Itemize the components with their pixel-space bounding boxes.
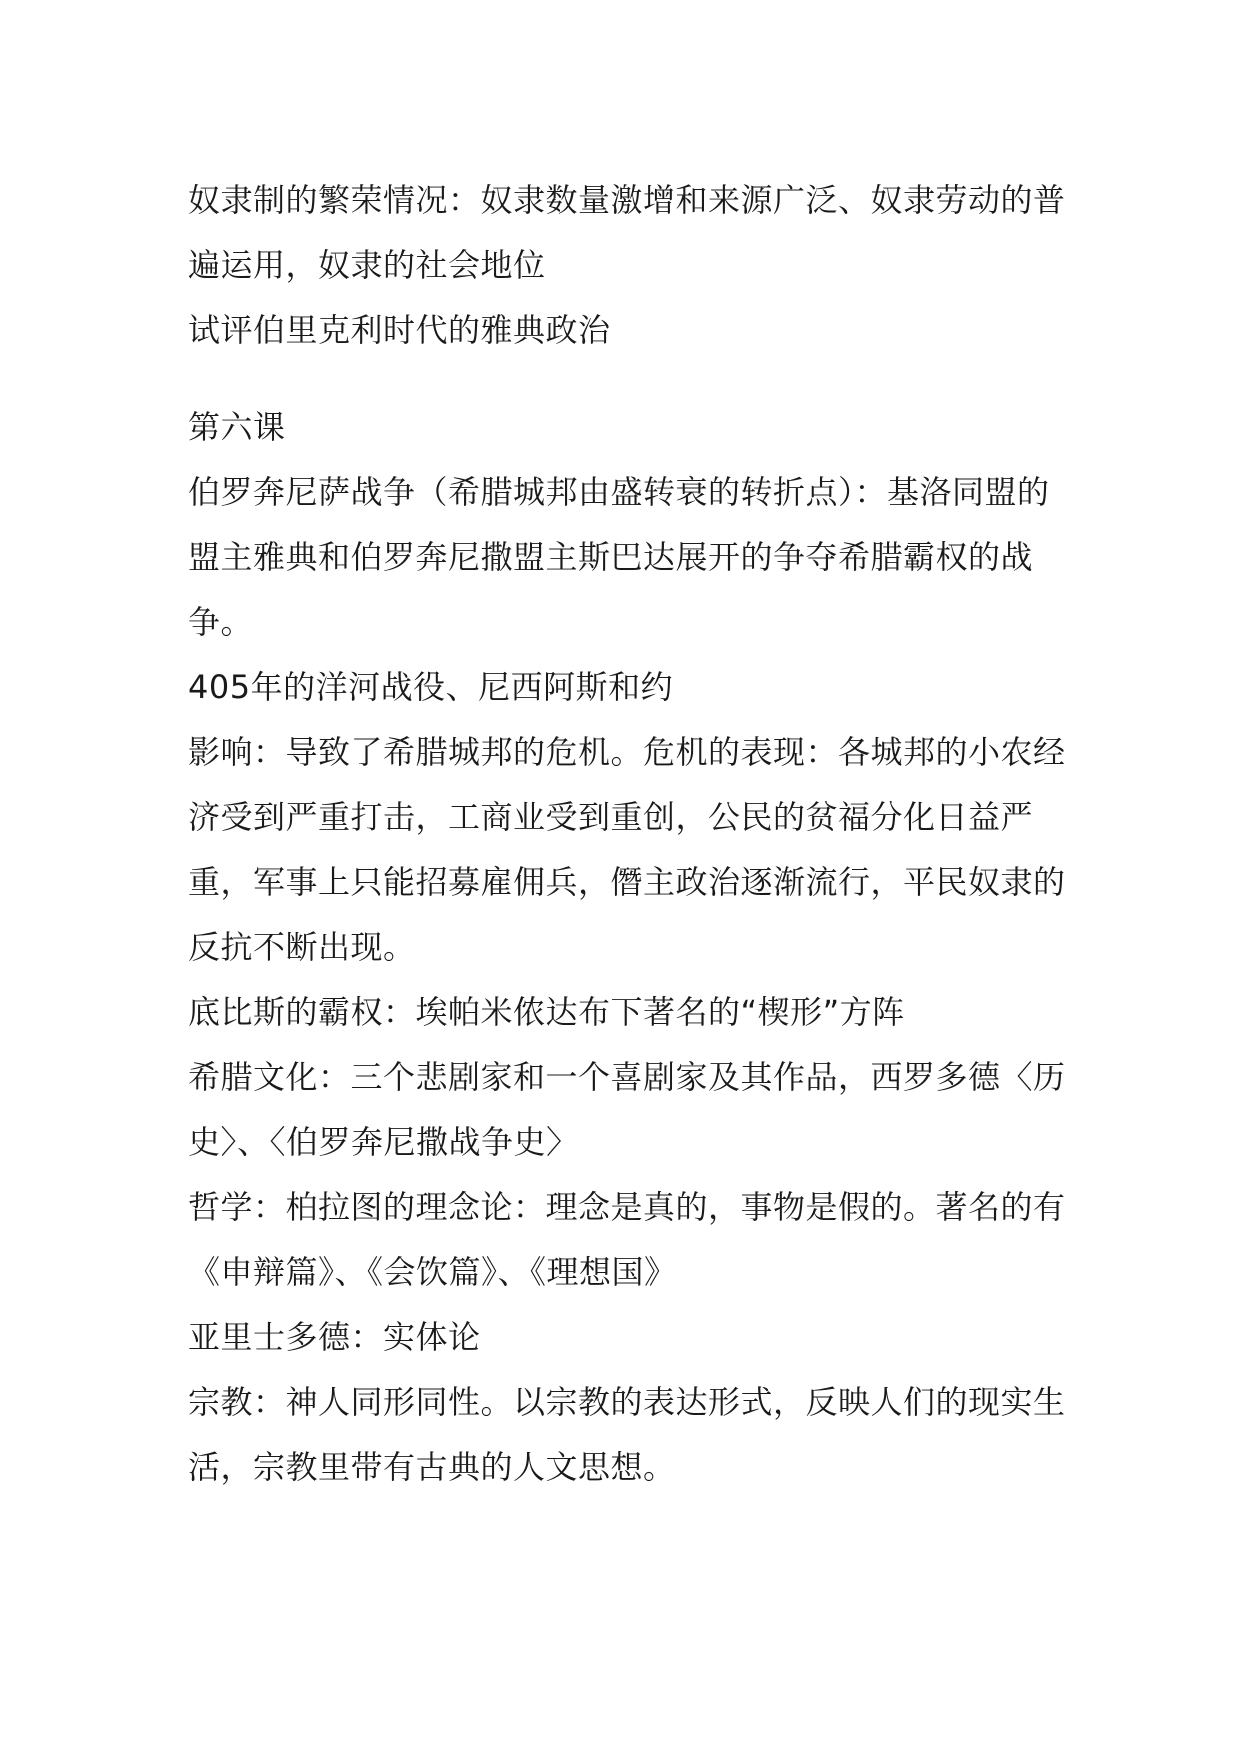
paragraph-peloponnesian-war: 伯罗奔尼萨战争（希腊城邦由盛转衰的转折点）：基洛同盟的盟主雅典和伯罗奔尼撒盟主斯巴达展开的争夺希腊霸权的战争。 <box>188 473 1050 641</box>
paragraph-religion: 宗教：神人同形同性。以宗教的表达形式，反映人们的现实生活，宗教里带有古典的人文思想。 <box>188 1383 1066 1486</box>
paragraph-greek-culture: 希腊文化：三个悲剧家和一个喜剧家及其作品，西罗多德〈历史〉、〈伯罗奔尼撒战争史〉 <box>188 1058 1066 1161</box>
paragraph-spacer <box>188 363 1068 395</box>
paragraph-slavery-prosperity: 奴隶制的繁荣情况：奴隶数量激增和来源广泛、奴隶劳动的普遍运用，奴隶的社会地位 <box>188 181 1066 284</box>
paragraph-impact: 影响：导致了希腊城邦的危机。危机的表现：各城邦的小农经济受到严重打击，工商业受到重创，公民的贫福分化日益严重，军事上只能招募雇佣兵，僭主政治逐渐流行，平民奴隶的反抗不断出现。 <box>188 733 1066 966</box>
document-body <box>188 168 1068 1500</box>
lesson-heading: 第六课 <box>188 408 286 446</box>
paragraph-battles: 405年的洋河战役、尼西阿斯和约 <box>188 668 674 706</box>
paragraph-thebes: 底比斯的霸权：埃帕米侬达布下著名的“楔形”方阵 <box>188 993 905 1031</box>
paragraph-philosophy: 哲学：柏拉图的理念论：理念是真的，事物是假的。著名的有《申辩篇》、《会饮篇》、《理想国》 <box>188 1188 1066 1291</box>
paragraph-pericles-question: 试评伯里克利时代的雅典政治 <box>188 311 611 349</box>
paragraph-aristotle: 亚里士多德：实体论 <box>188 1318 481 1356</box>
